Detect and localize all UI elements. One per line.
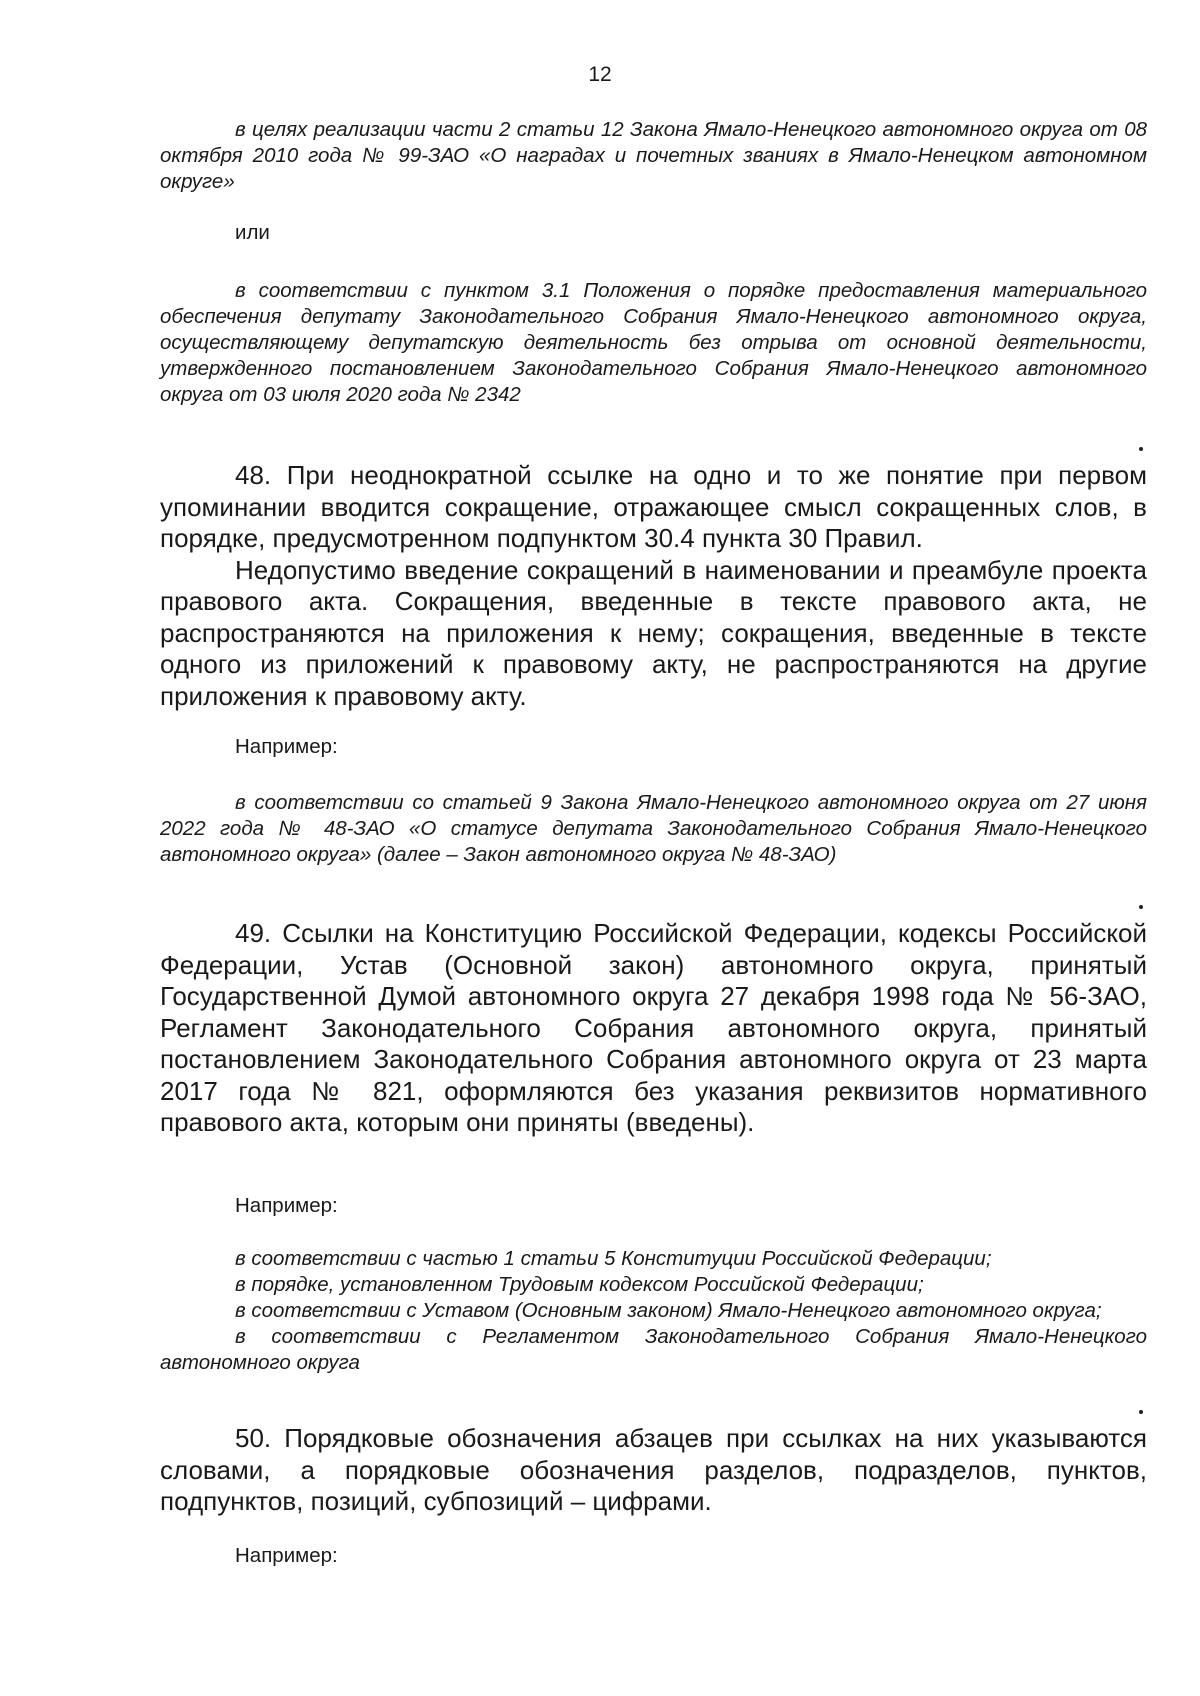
item-48-example <box>160 790 1147 868</box>
item-50-example-label-block <box>160 1543 1147 1569</box>
dot-mark <box>1139 1410 1143 1414</box>
item-48-paragraph-1: 48. При неоднократной ссылке на одно и то же понятие при первом упоминании вводится сокращение, отражающее смысл сокращенных слов, в порядке, предусмотренном подпунктом 30.4 пункта 30 Правил. <box>160 460 1147 553</box>
example-line: в соответствии с Уставом (Основным законом) Ямало-Ненецкого автономного округа; <box>235 1299 1102 1322</box>
example-line: в соответствии с Регламентом Законодательного Собрания Ямало-Ненецкого автономного округа <box>160 1325 1147 1374</box>
example-line: в соответствии с частью 1 статьи 5 Конституции Российской Федерации; <box>235 1247 992 1270</box>
item-49 <box>160 918 1147 1139</box>
item-49-examples <box>160 1246 1147 1376</box>
example-award-law <box>160 117 1147 195</box>
item-48-paragraph-2: Недопустимо введение сокращений в наименовании и преамбуле проекта правового акта. Сокращения, введенные в тексте правового акта, не распространяются на приложения к нему; сокращения, введенные в тексте одного из приложений к правовому акту, не распространяются на другие приложения к правовому акту. <box>160 554 1147 711</box>
example-label: Например: <box>235 1194 338 1217</box>
item-49-example-label-block <box>160 1193 1147 1219</box>
example-text: в соответствии со статьей 9 Закона Ямало-Ненецкого автономного округа от 27 июня 2022 года № 48-ЗАО «О статусе депутата Законодательного Собрания Ямало-Ненецкого автономного округа» (далее – Закон автономного округа № 48-ЗАО) <box>160 791 1147 866</box>
example-text: в соответствии с пунктом 3.1 Положения о порядке предоставления материального обеспечения депутату Законодательного Собрания Ямало-Ненецкого автономного округа, осуществляющему депутатскую деятельность без отрыва от основной деятельности, утвержденного постановлением Законодательного Собрания Ямало-Ненецкого автономного округа от 03 июля 2020 года № 2342 <box>160 279 1147 406</box>
dot-mark <box>1139 447 1143 451</box>
example-label: Например: <box>235 735 338 758</box>
or-label-block <box>160 220 1147 246</box>
item-48 <box>160 460 1147 712</box>
dot-mark <box>1139 905 1143 909</box>
or-label: или <box>235 221 270 244</box>
item-50-paragraph-1: 50. Порядковые обозначения абзацев при ссылках на них указываются словами, а порядковые обозначения разделов, подразделов, пунктов, подпунктов, позиций, субпозиций – цифрами. <box>160 1423 1147 1516</box>
item-49-paragraph-1: 49. Ссылки на Конституцию Российской Федерации, кодексы Российской Федерации, Устав (Основной закон) автономного округа, принятый Государственной Думой автономного округа 27 декабря 1998 года № 56-ЗАО, Регламент Законодательного Собрания автономного округа, принятый постановлением Законодательного Собрания автономного округа от 23 марта 2017 года № 821, оформляются без указания реквизитов нормативного правового акта, которым они приняты (введены). <box>160 918 1147 1137</box>
page-number: 12 <box>588 63 612 86</box>
example-text: в целях реализации части 2 статьи 12 Закона Ямало-Ненецкого автономного округа от 08 октября 2010 года № 99-ЗАО «О наградах и почетных званиях в Ямало-Ненецком автономном округе» <box>160 118 1147 193</box>
item-50 <box>160 1423 1147 1518</box>
example-material-support <box>160 278 1147 408</box>
example-label: Например: <box>235 1544 338 1567</box>
item-48-example-label-block <box>160 734 1147 760</box>
example-line: в порядке, установленном Трудовым кодексом Российской Федерации; <box>235 1273 924 1296</box>
